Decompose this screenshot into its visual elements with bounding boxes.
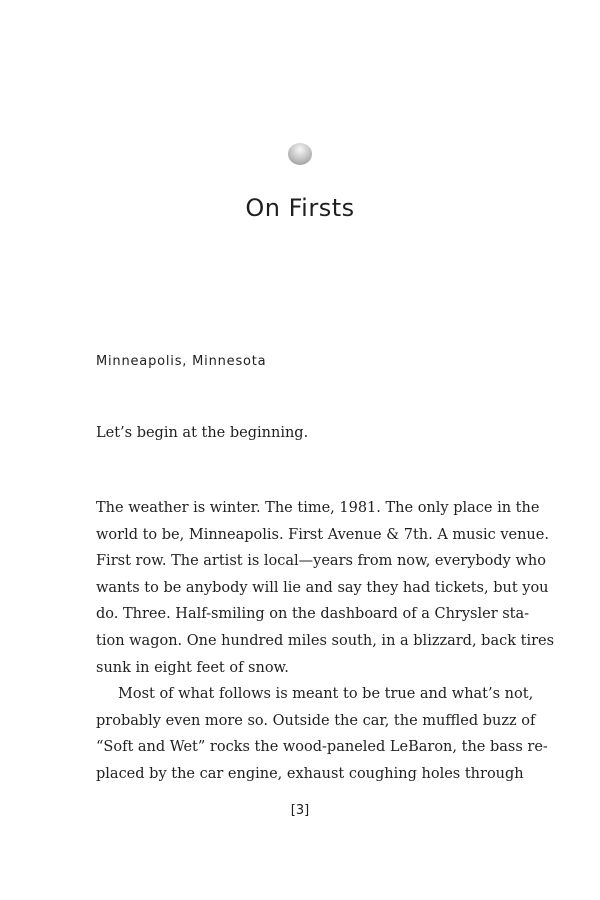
text-line: Most of what follows is meant to be true and what’s not, (118, 686, 534, 703)
chapter-ornament-icon (288, 143, 312, 165)
text-line: tion wagon. One hundred miles south, in a blizzard, back tires (96, 632, 555, 649)
text-line: The weather is winter. The time, 1981. The only place in the (96, 500, 540, 516)
text-line: wants to be anybody will lie and say they had tickets, but you (96, 579, 549, 596)
text-line: sunk in eight feet of snow. (96, 659, 289, 676)
text-line: placed by the car engine, exhaust coughing holes through (96, 765, 524, 782)
text-line: world to be, Minneapolis. First Avenue & 7th. A music venue. (96, 526, 549, 543)
page-number: [3] (290, 803, 310, 818)
opening-line: Let’s begin at the beginning. (96, 425, 309, 441)
paragraph-1 (96, 495, 555, 681)
text-line: “Soft and Wet” rocks the wood-paneled LeBaron, the bass re- (96, 739, 548, 756)
text-line: probably even more so. Outside the car, the muffled buzz of (96, 712, 536, 729)
paragraph-2 (96, 681, 548, 787)
location-heading: Minneapolis, Minnesota (96, 354, 267, 369)
text-line: First row. The artist is local—years from now, everybody who (96, 553, 546, 570)
chapter-title: On Firsts (245, 194, 355, 222)
body-text (96, 495, 555, 788)
text-line: do. Three. Half-smiling on the dashboard of a Chrysler sta- (96, 606, 530, 623)
